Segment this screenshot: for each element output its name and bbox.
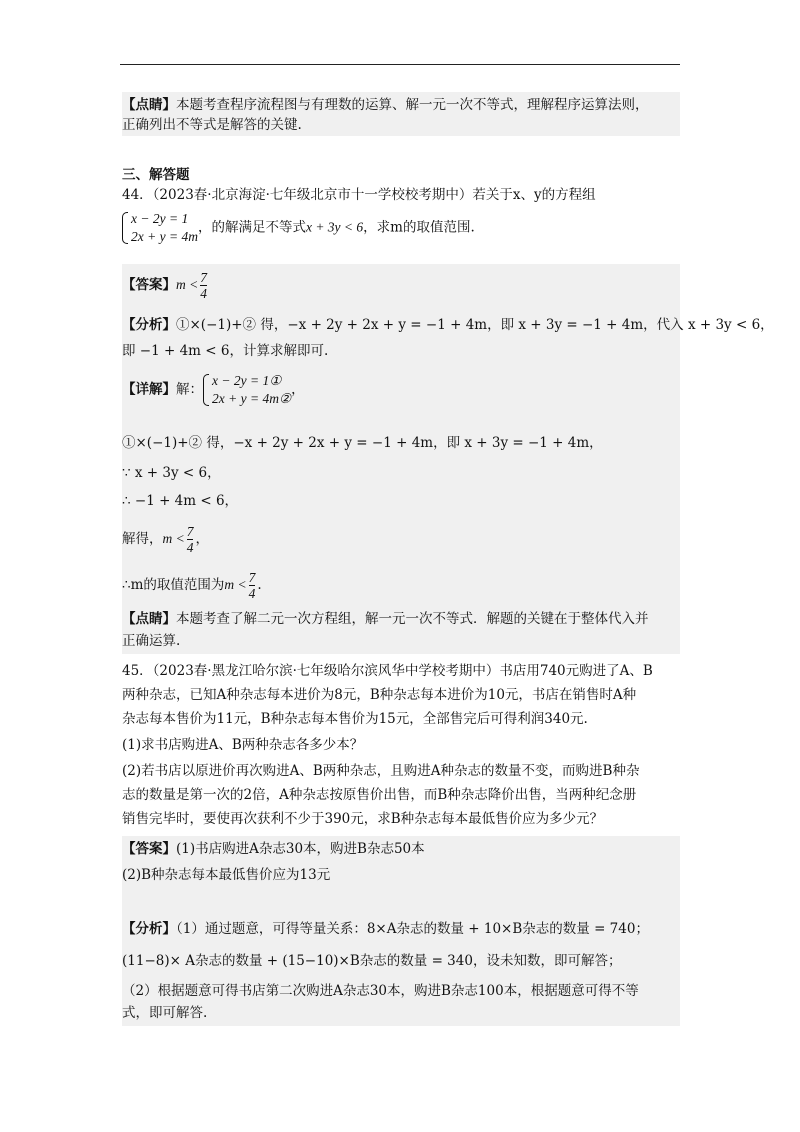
q44-step-5: ∴m的取值范围为m < $\frac{7}{4}$ . [122,570,262,601]
q44-answer-fraction: $\frac{7}{4}$ [200,270,207,301]
q45-analysis-line-4: 式，即可解答. [122,1005,208,1021]
section-title: 三、解答题 [122,167,190,183]
q45-stem-line-1: 45．（2023春·黑龙江哈尔滨·七年级哈尔滨风华中学校考期中）书店用740元购进了A、B [122,663,653,679]
q44-step4-fraction: $\frac{7}{4}$ [186,524,194,555]
q44-remark-line-1: 【点睛】本题考查了解二元一次方程组，解一元一次不等式．解题的关键在于整体代入并 [122,611,649,627]
top-remark-line-2: 正确列出不等式是解答的关键. [122,117,302,133]
q44-remark-line-2: 正确运算. [122,633,181,649]
remark-label: 【点睛】 [122,97,176,113]
q45-part-2-line-1: (2)若书店以原进价再次购进A、B两种杂志，且购进A种杂志的数量不变，而购进B种杂 [122,763,640,779]
q45-part-2-line-2: 志的数量是第一次的2倍，A种杂志按原售价出售，而B种杂志降价出售，当两种纪念册 [122,787,637,803]
q44-detail-intro: 【详解】解： x − 2y = 1① 2x + y = 4m② ， [122,373,305,406]
q44-equation-system: x − 2y = 1 2x + y = 4m [122,210,198,246]
q44-stem-line-1: 44．（2023春·北京海淀·七年级北京市十一学校校考期中）若关于x、y的方程组 [122,187,596,203]
top-remark-block [122,92,680,136]
q45-answer-1: 【答案】(1)书店购进A杂志30本，购进B杂志50本 [122,841,425,857]
header-rule [120,64,680,65]
q44-step-1: ①×(−1)+② 得，−x + 2y + 2x + y = −1 + 4m，即 x + 3y = −1 + 4m， [122,435,603,451]
q44-stem-line-2: x − 2y = 1 2x + y = 4m ，的解满足不等式x + 3y < 6，求m的取值范围. [122,210,475,246]
q44-analysis-line-2: 即 −1 + 4m < 6，计算求解即可. [122,343,329,359]
q44-step-3: ∴ −1 + 4m < 6， [122,493,239,509]
q45-stem-line-3: 杂志每本售价为11元，B种杂志每本售价为15元，全部售完后可得利润340元. [122,711,588,727]
q45-stem-line-2: 两种杂志，已知A种杂志每本进价为8元，B种杂志每本进价为10元，书店在销售时A种 [122,687,637,703]
q44-step5-fraction: $\frac{7}{4}$ [248,570,256,601]
q45-part-1: (1)求书店购进A、B两种杂志各多少本？ [122,737,364,753]
q45-analysis-line-3: （2）根据题意可得书店第二次购进A杂志30本，购进B杂志100本，根据题意可得不等 [122,983,639,999]
q45-analysis-line-2: (11−8)× A杂志的数量 + (15−10)×B杂志的数量 = 340，设未知数，即可解答； [122,953,622,969]
q45-solution-block [122,836,680,1026]
top-remark-line-1: 【点睛】本题考查程序流程图与有理数的运算、解一元一次不等式，理解程序运算法则， [122,97,649,113]
q44-answer: 【答案】m < $\frac{7}{4}$ [122,270,207,301]
q44-step-4: 解得，m < $\frac{7}{4}$ ， [122,524,209,555]
q44-step-2: ∵ x + 3y < 6， [122,465,221,481]
q45-part-2-line-3: 销售完毕时，要使再次获利不少于390元，求B种杂志每本最低售价应为多少元？ [122,811,604,827]
q44-solution-block [122,264,774,654]
q44-detail-system: x − 2y = 1① 2x + y = 4m② [203,372,291,408]
q44-analysis-line-1: 【分析】①×(−1)+② 得，−x + 2y + 2x + y = −1 + 4m，即 x + 3y = −1 + 4m，代入 x + 3y < 6， [122,317,774,333]
q45-analysis-line-1: 【分析】（1）通过题意，可得等量关系：8×A杂志的数量 + 10×B杂志的数量 = 740； [122,921,649,937]
q45-answer-2: (2)B种杂志每本最低售价应为13元 [122,867,331,883]
